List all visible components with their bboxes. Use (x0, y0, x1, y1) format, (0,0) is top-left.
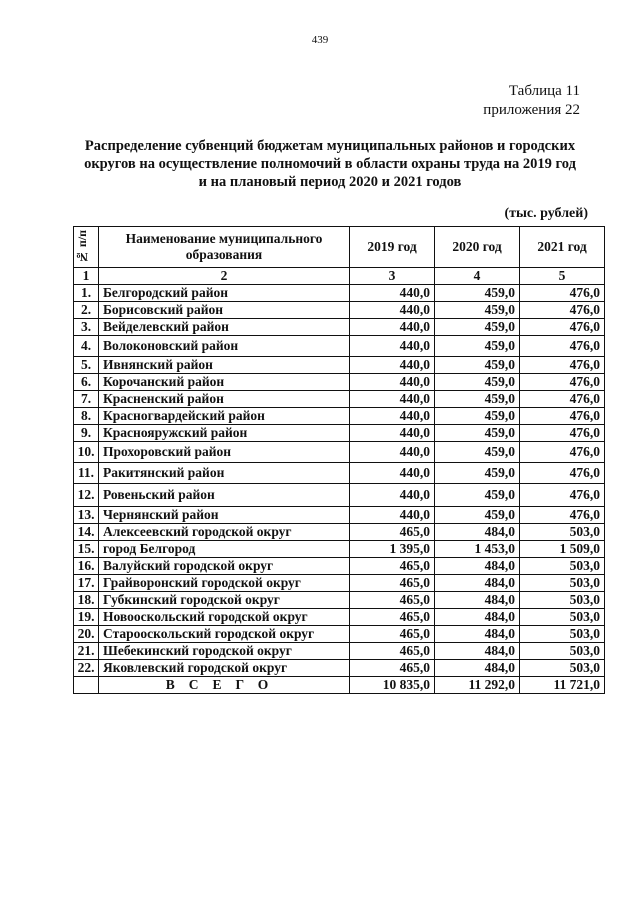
row-name: Красненский район (99, 391, 350, 408)
row-value-2021: 503,0 (520, 558, 605, 575)
header-name: Наименование муниципального образования (99, 227, 350, 268)
row-value-2020: 459,0 (435, 425, 520, 442)
row-name: Шебекинский городской округ (99, 643, 350, 660)
title-line-2: округов на осуществление полномочий в области охраны труда на 2019 год (84, 156, 576, 172)
row-number: 20. (74, 626, 99, 643)
row-name: Старооскольский городской округ (99, 626, 350, 643)
total-2020: 11 292,0 (435, 677, 520, 694)
header-num-label: № п/п (75, 229, 89, 265)
row-name: Прохоровский район (99, 442, 350, 463)
row-value-2021: 476,0 (520, 357, 605, 374)
total-label: ВСЕГО (99, 677, 350, 694)
row-value-2021: 476,0 (520, 484, 605, 507)
row-value-2019: 440,0 (350, 302, 435, 319)
row-value-2019: 440,0 (350, 319, 435, 336)
document-title (60, 137, 600, 191)
row-value-2020: 459,0 (435, 463, 520, 484)
table-body (74, 285, 605, 677)
table-row (74, 660, 605, 677)
title-line-3: и на плановый период 2020 и 2021 годов (198, 174, 462, 190)
row-value-2021: 476,0 (520, 463, 605, 484)
row-value-2020: 459,0 (435, 391, 520, 408)
row-value-2019: 440,0 (350, 391, 435, 408)
row-value-2019: 440,0 (350, 442, 435, 463)
row-value-2021: 476,0 (520, 302, 605, 319)
caption-line-1: Таблица 11 (508, 83, 580, 99)
table-row (74, 609, 605, 626)
total-2019: 10 835,0 (350, 677, 435, 694)
row-number: 13. (74, 507, 99, 524)
table-row (74, 643, 605, 660)
row-value-2021: 503,0 (520, 643, 605, 660)
row-number: 5. (74, 357, 99, 374)
table-row (74, 319, 605, 336)
row-number: 6. (74, 374, 99, 391)
row-number: 11. (74, 463, 99, 484)
row-value-2020: 1 453,0 (435, 541, 520, 558)
row-value-2020: 484,0 (435, 609, 520, 626)
row-value-2019: 465,0 (350, 609, 435, 626)
row-name: город Белгород (99, 541, 350, 558)
row-value-2020: 459,0 (435, 408, 520, 425)
col-number: 1 (74, 268, 99, 285)
row-value-2019: 440,0 (350, 463, 435, 484)
row-name: Ровеньский район (99, 484, 350, 507)
row-number: 18. (74, 592, 99, 609)
row-value-2019: 440,0 (350, 507, 435, 524)
row-number: 1. (74, 285, 99, 302)
row-value-2021: 1 509,0 (520, 541, 605, 558)
header-num (74, 227, 99, 268)
table-row (74, 507, 605, 524)
row-number: 2. (74, 302, 99, 319)
row-value-2020: 459,0 (435, 484, 520, 507)
subvention-table (73, 226, 605, 694)
row-name: Новооскольский городской округ (99, 609, 350, 626)
row-value-2019: 440,0 (350, 374, 435, 391)
row-number: 12. (74, 484, 99, 507)
row-value-2019: 465,0 (350, 575, 435, 592)
row-name: Вейделевский район (99, 319, 350, 336)
row-name: Ивнянский район (99, 357, 350, 374)
row-name: Губкинский городской округ (99, 592, 350, 609)
row-value-2021: 503,0 (520, 609, 605, 626)
table-row (74, 357, 605, 374)
row-name: Яковлевский городской округ (99, 660, 350, 677)
row-value-2021: 503,0 (520, 575, 605, 592)
row-value-2020: 459,0 (435, 319, 520, 336)
total-row (74, 677, 605, 694)
row-value-2021: 476,0 (520, 442, 605, 463)
row-value-2019: 440,0 (350, 484, 435, 507)
row-number: 19. (74, 609, 99, 626)
row-value-2020: 459,0 (435, 507, 520, 524)
row-value-2019: 465,0 (350, 524, 435, 541)
row-value-2021: 503,0 (520, 524, 605, 541)
table-row (74, 463, 605, 484)
table-row (74, 302, 605, 319)
row-number: 7. (74, 391, 99, 408)
row-value-2020: 459,0 (435, 357, 520, 374)
row-value-2021: 503,0 (520, 660, 605, 677)
table-row (74, 408, 605, 425)
row-value-2019: 465,0 (350, 660, 435, 677)
row-name: Борисовский район (99, 302, 350, 319)
table-row (74, 285, 605, 302)
row-value-2020: 459,0 (435, 302, 520, 319)
row-number: 17. (74, 575, 99, 592)
row-value-2020: 459,0 (435, 442, 520, 463)
row-value-2021: 476,0 (520, 285, 605, 302)
table-row (74, 425, 605, 442)
header-2019: 2019 год (350, 227, 435, 268)
table-row (74, 575, 605, 592)
table-row (74, 391, 605, 408)
row-name: Корочанский район (99, 374, 350, 391)
row-value-2020: 484,0 (435, 575, 520, 592)
row-value-2020: 484,0 (435, 592, 520, 609)
table-row (74, 374, 605, 391)
row-value-2020: 484,0 (435, 643, 520, 660)
col-number: 4 (435, 268, 520, 285)
header-2020: 2020 год (435, 227, 520, 268)
row-value-2019: 440,0 (350, 285, 435, 302)
row-value-2019: 440,0 (350, 357, 435, 374)
total-num-cell (74, 677, 99, 694)
row-number: 14. (74, 524, 99, 541)
row-number: 9. (74, 425, 99, 442)
table-row (74, 524, 605, 541)
table-row (74, 626, 605, 643)
row-number: 4. (74, 336, 99, 357)
table-row (74, 558, 605, 575)
table-row (74, 541, 605, 558)
row-value-2019: 465,0 (350, 592, 435, 609)
row-name: Алексеевский городской округ (99, 524, 350, 541)
row-name: Чернянский район (99, 507, 350, 524)
row-number: 3. (74, 319, 99, 336)
row-value-2020: 484,0 (435, 524, 520, 541)
row-value-2021: 476,0 (520, 319, 605, 336)
row-value-2020: 484,0 (435, 626, 520, 643)
row-value-2021: 503,0 (520, 626, 605, 643)
row-value-2020: 459,0 (435, 336, 520, 357)
total-2021: 11 721,0 (520, 677, 605, 694)
row-name: Краснояружский район (99, 425, 350, 442)
table-row (74, 484, 605, 507)
table-caption (483, 82, 580, 120)
col-number: 2 (99, 268, 350, 285)
row-value-2021: 476,0 (520, 374, 605, 391)
row-name: Волоконовский район (99, 336, 350, 357)
col-number: 3 (350, 268, 435, 285)
row-number: 8. (74, 408, 99, 425)
row-value-2019: 1 395,0 (350, 541, 435, 558)
row-name: Валуйский городской округ (99, 558, 350, 575)
row-name: Белгородский район (99, 285, 350, 302)
row-value-2021: 476,0 (520, 408, 605, 425)
caption-line-2: приложения 22 (483, 102, 580, 118)
header-row (74, 227, 605, 268)
row-value-2019: 440,0 (350, 425, 435, 442)
row-number: 16. (74, 558, 99, 575)
column-number-row (74, 268, 605, 285)
row-value-2020: 459,0 (435, 374, 520, 391)
row-value-2019: 440,0 (350, 336, 435, 357)
units-label: (тыс. рублей) (504, 206, 588, 221)
row-name: Ракитянский район (99, 463, 350, 484)
table-row (74, 442, 605, 463)
row-value-2019: 440,0 (350, 408, 435, 425)
row-name: Грайворонский городской округ (99, 575, 350, 592)
header-2021: 2021 год (520, 227, 605, 268)
row-value-2021: 503,0 (520, 592, 605, 609)
row-number: 22. (74, 660, 99, 677)
table-row (74, 592, 605, 609)
row-value-2020: 484,0 (435, 660, 520, 677)
row-number: 21. (74, 643, 99, 660)
col-number: 5 (520, 268, 605, 285)
row-number: 15. (74, 541, 99, 558)
page-number: 439 (311, 34, 329, 46)
row-value-2021: 476,0 (520, 507, 605, 524)
row-name: Красногвардейский район (99, 408, 350, 425)
row-value-2019: 465,0 (350, 643, 435, 660)
title-line-1: Распределение субвенций бюджетам муниципальных районов и городских (84, 138, 576, 154)
row-value-2021: 476,0 (520, 336, 605, 357)
table-row (74, 336, 605, 357)
row-value-2020: 484,0 (435, 558, 520, 575)
row-value-2020: 459,0 (435, 285, 520, 302)
row-number: 10. (74, 442, 99, 463)
row-value-2021: 476,0 (520, 391, 605, 408)
row-value-2019: 465,0 (350, 626, 435, 643)
row-value-2021: 476,0 (520, 425, 605, 442)
row-value-2019: 465,0 (350, 558, 435, 575)
